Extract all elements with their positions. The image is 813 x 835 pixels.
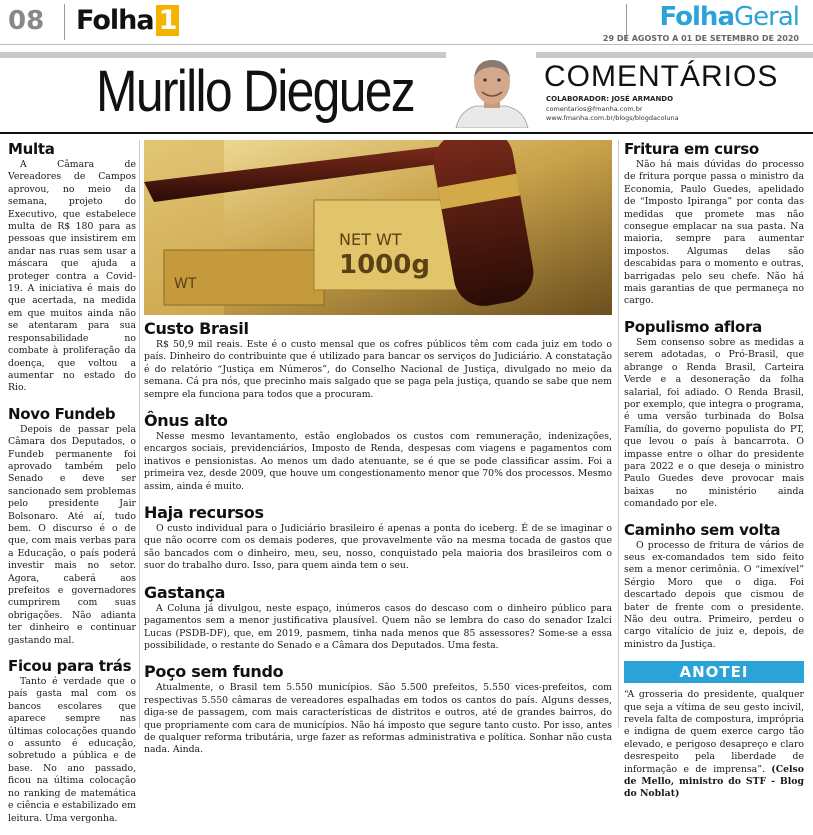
article-text: A Coluna já divulgou, neste espaço, inúmeros casos do descaso com o dinheiro público para pagamentos sem a menor justificativa plausível. Quem não se lembra do caso do senador Izalci Lucas (PSDB-DF), que, em 2019, pasmem, tinha nada menos que 85 assessores? Some-se a essa possibilidade, o restante do Senado e a Câmara dos Deputados. Uma festa.: [144, 602, 612, 651]
left-column: [8, 140, 136, 835]
article-text: A Câmara de Vereadores de Campos aprovou, no meio da semana, projeto do Executivo, que estabelece multa de R$ 180 para as pessoas que insistirem em andar nas ruas sem usar a máscara que ajuda a proteger contra a Covid-19. A iniciativa é mais do que acertada, na medida em que muitos ainda não se atentaram para sua responsabilidade no combate à proliferação da doença, que voltou a aumentar no estado do Rio.: [8, 159, 136, 394]
folha-geral-logo: [659, 2, 799, 32]
logo-text-light: Geral: [734, 2, 799, 32]
columnist-photo: [446, 52, 536, 128]
column-rule: [618, 140, 619, 728]
article: [624, 318, 804, 511]
right-column: [624, 140, 804, 801]
article: [144, 411, 612, 493]
article-text: O custo individual para o Judiciário brasileiro é apenas a ponta do iceberg. É de se imaginar o que não ocorre com os demais poderes, que provavelmente vão na mesma tocada de gastos que são bancados com o dinheiro, meu, seu, nosso, conquistado pela maioria dos brasileiros com o suor do trabalho duro. Isso, para quem ainda tem o seu.: [144, 523, 612, 572]
email: comentarios@fmanha.com.br: [546, 105, 643, 113]
article: [624, 140, 804, 308]
article: [144, 319, 612, 401]
article: [8, 140, 136, 395]
article-text: Não há mais dúvidas do processo de fritura porque passa o ministro da Economia, Paulo Guedes, apelidado de “Imposto Ipiranga” por conta das medidas que promete mas não consegue emplacar na sua pasta. Na maioria, sempre para aumentar impostos. Algumas delas são descabidas para o momento e outras, barrigadas pelo seu chefe. Não há mais garantias de que permaneça no cargo.: [624, 159, 804, 307]
article: [144, 662, 612, 756]
middle-column: [144, 140, 612, 767]
article: [144, 583, 612, 653]
article: [144, 503, 612, 573]
article-title: Haja recursos: [144, 503, 264, 523]
article-title: Poço sem fundo: [144, 662, 284, 682]
logo-text-bold: Folha: [659, 2, 734, 32]
photo-text-a: NET WT: [339, 230, 402, 249]
article-title: Caminho sem volta: [624, 520, 781, 539]
logo-number: 1: [156, 5, 180, 36]
article: [8, 657, 136, 825]
article-text: Sem consenso sobre as medidas a serem adotadas, o Pró-Brasil, que abrange o Renda Brasil, Carteira Verde e a desoneração da folha salarial, foi adiado. O Renda Brasil, por exemplo, que integra o programa, é uma versão turbinada do Bolsa Família, do governo populista do PT, que levou o país à bancarrota. O impasse entre o olhar do presidente para 2022 e o que deseja o ministro Paulo Guedes deve provocar mais baixas no ministério ainda comandado por ele.: [624, 336, 804, 510]
anotei-quote: [624, 689, 804, 801]
divider: [64, 4, 65, 40]
section-title: COMENTÁRIOS: [544, 60, 779, 93]
top-bar: [0, 0, 813, 45]
article: [8, 405, 136, 647]
quote-source: (Celso de Mello, ministro do STF - Blog do Noblat): [624, 763, 804, 800]
article-title: Multa: [8, 140, 55, 158]
website: www.fmanha.com.br/blogs/blogdacoluna: [546, 114, 679, 122]
article: [624, 521, 804, 652]
article-title: Populismo aflora: [624, 317, 762, 336]
columnist-name: Murillo Dieguez: [96, 59, 414, 124]
article-title: Novo Fundeb: [8, 404, 116, 423]
masthead-rule: [0, 132, 813, 134]
article-title: Ficou para trás: [8, 657, 132, 676]
article-title: Ônus alto: [144, 411, 228, 431]
photo-text-c: WT: [174, 276, 197, 292]
column-rule: [139, 140, 140, 728]
folha1-logo: [76, 5, 179, 36]
logo-text: Folha: [76, 5, 154, 36]
edition-dates: 29 DE AGOSTO A 01 DE SETEMBRO DE 2020: [602, 34, 799, 43]
collaborator: COLABORADOR: JOSÉ ARMANDO: [546, 95, 674, 103]
photo-text-b: 1000g: [339, 250, 430, 280]
article-text: Tanto é verdade que o país gasta mal com os bancos escolares que aparece sempre nas últimas colocações quando o assunto é educação, sobretudo a pública e de base. No ano passado, ficou na última colocação no ranking de matemática e ciência e estabilizado em leitura. Uma vergonha.: [8, 676, 136, 824]
article-text: R$ 50,9 mil reais. Este é o custo mensal que os cofres públicos têm com cada juiz em todo o país. Dinheiro do contribuinte que é utilizado para bancar os serviços do Judiciário. A constatação é do relatório “Justiça em Números”, do Conselho Nacional de Justiça, divulgado no meio da semana. Cá pra nós, que precinho mais salgado que se paga pela justiça, quando se sabe que nem sempre ela funciona para todos que a procuram.: [144, 339, 612, 400]
article-text: Atualmente, o Brasil tem 5.550 municípios. São 5.500 prefeitos, 5.550 vices-prefeitos, com respectivas 5.550 câmaras de vereadores espalhadas em todos os cantos do país. Alguns desses, diga-se de passagem, com mais características de distritos e outros, até de grandes bairros, do que propriamente com cara de municípios. Não há imposto que segure tanto custo. Por isso, antes de qualquer reforma tributária, urge fazer as reformas administrativa e política. Sonhar não custa nada. Ainda.: [144, 682, 612, 756]
article-text: Nesse mesmo levantamento, estão englobados os custos com remuneração, indenizações, encargos sociais, previdenciários, Imposto de Renda, despesas com viagens e pagamentos com inativos e pensionistas. Ao menos um dado atenuante, se é que se pode classificar assim. Foi a primeira vez, desde 2009, que houve um congestionamento menor que 70% dos processos. Mesmo assim, ainda é muito.: [144, 431, 612, 492]
gavel-photo: [144, 140, 612, 315]
anotei-header: ANOTEI: [624, 661, 804, 683]
article-text: O processo de fritura de vários de seus ex-comandados tem sido feito sem a menor cerimônia. O “imexível” Sérgio Moro que o diga. Foi descartado depois que cismou de bater de frente com o presidente. Não deu outra. Primeiro, perdeu o cargo vitalício de juiz e, depois, de ministro da Justiça.: [624, 539, 804, 650]
article-text: Depois de passar pela Câmara dos Deputados, o Fundeb permanente foi aprovado também pelo Senado e deve ser sancionado sem problemas pelo presidente Jair Bolsonaro. Até aí, tudo bem. O discurso é o de que, com mais verbas para a Educação, o país poderá investir mais no setor. Agora, caberá aos prefeitos e governadores cumprirem com suas obrigações. Não adianta ter dinheiro e continuar gastando mal.: [8, 423, 136, 646]
page-number: 08: [8, 6, 45, 36]
article-title: Fritura em curso: [624, 140, 759, 158]
article-title: Gastança: [144, 582, 226, 602]
article-title: Custo Brasil: [144, 319, 249, 338]
quote-text: “A grosseria do presidente, qualquer que seja a vítima de seu gesto incivil, revela falta de compostura, imprópria e indigna de quem exerce cargo tão elevado, e perigoso desapreço e claro desrespeito pela liberdade de informação e de imprensa”.: [624, 689, 804, 775]
